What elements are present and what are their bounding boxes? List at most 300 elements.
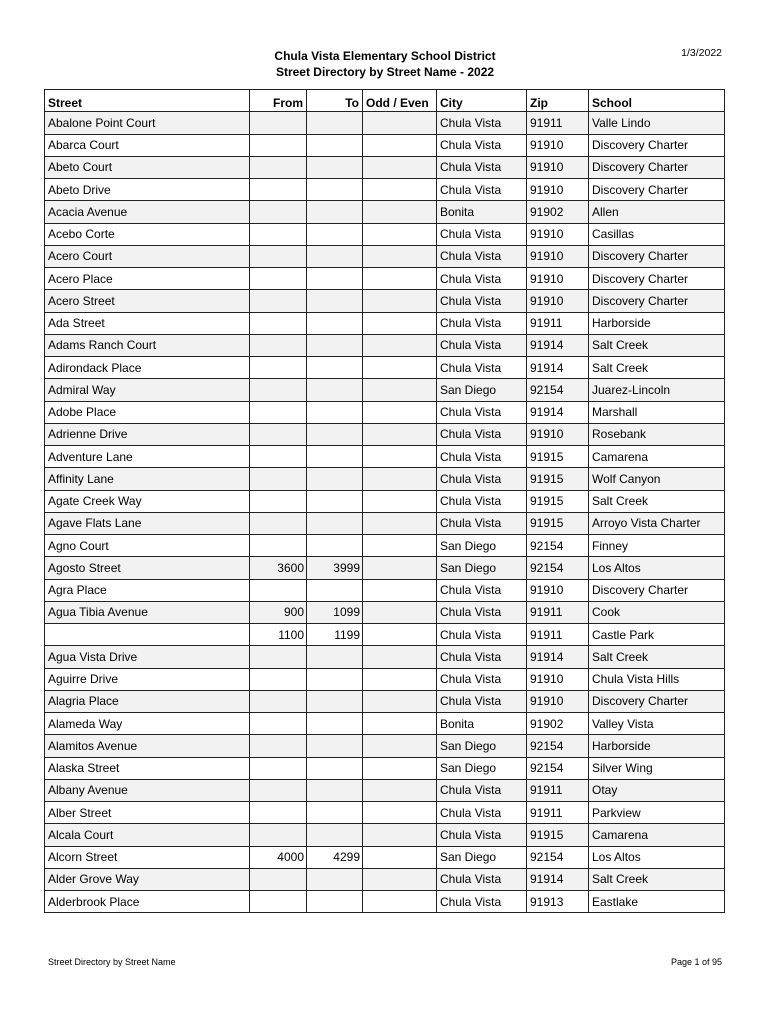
cell-city: Chula Vista: [437, 512, 527, 534]
cell-school: Salt Creek: [589, 357, 725, 379]
cell-school: Cook: [589, 601, 725, 623]
column-header-school: School: [589, 90, 725, 112]
cell-odd-even: [363, 446, 437, 468]
cell-city: Chula Vista: [437, 223, 527, 245]
footer-label: Street Directory by Street Name: [48, 957, 176, 967]
table-row: [45, 512, 725, 534]
cell-school: Silver Wing: [589, 757, 725, 779]
cell-to: [307, 401, 363, 423]
cell-to: [307, 713, 363, 735]
cell-street: Alameda Way: [45, 713, 250, 735]
cell-school: Wolf Canyon: [589, 468, 725, 490]
cell-city: Chula Vista: [437, 245, 527, 267]
column-header-city: City: [437, 90, 527, 112]
cell-street: Agua Tibia Avenue: [45, 601, 250, 623]
cell-school: Camarena: [589, 824, 725, 846]
cell-street: [45, 624, 250, 646]
cell-city: Chula Vista: [437, 423, 527, 445]
cell-odd-even: [363, 468, 437, 490]
cell-city: Chula Vista: [437, 490, 527, 512]
cell-city: Chula Vista: [437, 690, 527, 712]
cell-odd-even: [363, 401, 437, 423]
cell-street: Agra Place: [45, 579, 250, 601]
cell-zip: 91911: [527, 624, 589, 646]
report-date: 1/3/2022: [681, 47, 722, 59]
cell-street: Alderbrook Place: [45, 891, 250, 913]
cell-from: [250, 268, 307, 290]
cell-street: Alber Street: [45, 802, 250, 824]
cell-to: [307, 646, 363, 668]
cell-city: Chula Vista: [437, 802, 527, 824]
street-directory-table: [44, 89, 725, 913]
cell-to: [307, 379, 363, 401]
cell-zip: 91913: [527, 891, 589, 913]
cell-city: San Diego: [437, 757, 527, 779]
cell-from: [250, 112, 307, 134]
cell-street: Alcala Court: [45, 824, 250, 846]
cell-street: Agate Creek Way: [45, 490, 250, 512]
column-header-from: From: [250, 90, 307, 112]
cell-street: Adirondack Place: [45, 357, 250, 379]
cell-zip: 91914: [527, 401, 589, 423]
cell-school: Discovery Charter: [589, 179, 725, 201]
cell-from: 1100: [250, 624, 307, 646]
cell-to: [307, 134, 363, 156]
cell-street: Albany Avenue: [45, 779, 250, 801]
cell-to: [307, 868, 363, 890]
cell-zip: 91911: [527, 312, 589, 334]
table-row: [45, 268, 725, 290]
cell-from: [250, 668, 307, 690]
cell-odd-even: [363, 779, 437, 801]
cell-school: Discovery Charter: [589, 245, 725, 267]
cell-zip: 91910: [527, 179, 589, 201]
cell-street: Abeto Court: [45, 156, 250, 178]
cell-city: Chula Vista: [437, 112, 527, 134]
cell-street: Agua Vista Drive: [45, 646, 250, 668]
cell-odd-even: [363, 802, 437, 824]
cell-to: [307, 446, 363, 468]
cell-odd-even: [363, 290, 437, 312]
cell-zip: 91910: [527, 423, 589, 445]
cell-from: [250, 312, 307, 334]
cell-zip: 92154: [527, 379, 589, 401]
cell-odd-even: [363, 690, 437, 712]
cell-zip: 91915: [527, 446, 589, 468]
cell-odd-even: [363, 179, 437, 201]
cell-odd-even: [363, 868, 437, 890]
document-title: Chula Vista Elementary School District: [274, 49, 496, 63]
cell-street: Acero Place: [45, 268, 250, 290]
cell-street: Agave Flats Lane: [45, 512, 250, 534]
table-row: [45, 802, 725, 824]
cell-to: [307, 779, 363, 801]
cell-from: [250, 690, 307, 712]
cell-zip: 91914: [527, 334, 589, 356]
cell-to: 1099: [307, 601, 363, 623]
cell-odd-even: [363, 824, 437, 846]
cell-to: [307, 668, 363, 690]
column-header-zip: Zip: [527, 90, 589, 112]
cell-zip: 91914: [527, 646, 589, 668]
cell-from: [250, 535, 307, 557]
cell-street: Ada Street: [45, 312, 250, 334]
cell-school: Chula Vista Hills: [589, 668, 725, 690]
cell-to: [307, 735, 363, 757]
table-row: [45, 646, 725, 668]
cell-to: [307, 312, 363, 334]
cell-zip: 91910: [527, 579, 589, 601]
cell-odd-even: [363, 535, 437, 557]
cell-from: [250, 334, 307, 356]
document-subtitle: Street Directory by Street Name - 2022: [275, 65, 495, 79]
cell-zip: 91915: [527, 490, 589, 512]
cell-to: 3999: [307, 557, 363, 579]
cell-school: Parkview: [589, 802, 725, 824]
cell-odd-even: [363, 245, 437, 267]
cell-odd-even: [363, 557, 437, 579]
cell-from: 4000: [250, 846, 307, 868]
cell-city: Chula Vista: [437, 668, 527, 690]
cell-street: Abarca Court: [45, 134, 250, 156]
cell-from: [250, 490, 307, 512]
cell-from: [250, 512, 307, 534]
cell-school: Eastlake: [589, 891, 725, 913]
cell-street: Abeto Drive: [45, 179, 250, 201]
cell-city: Chula Vista: [437, 468, 527, 490]
cell-zip: 92154: [527, 557, 589, 579]
cell-school: Discovery Charter: [589, 268, 725, 290]
cell-odd-even: [363, 312, 437, 334]
table-row: [45, 156, 725, 178]
cell-from: [250, 468, 307, 490]
table-row: [45, 579, 725, 601]
cell-odd-even: [363, 334, 437, 356]
cell-zip: 91915: [527, 468, 589, 490]
table-row: [45, 557, 725, 579]
cell-school: Allen: [589, 201, 725, 223]
cell-to: [307, 423, 363, 445]
table-row: [45, 868, 725, 890]
cell-odd-even: [363, 646, 437, 668]
cell-city: San Diego: [437, 557, 527, 579]
table-row: [45, 535, 725, 557]
cell-zip: 91910: [527, 690, 589, 712]
cell-from: [250, 201, 307, 223]
cell-school: Discovery Charter: [589, 690, 725, 712]
table-row: [45, 690, 725, 712]
cell-zip: 91902: [527, 713, 589, 735]
cell-school: Valley Vista: [589, 713, 725, 735]
cell-from: [250, 179, 307, 201]
cell-city: Chula Vista: [437, 824, 527, 846]
cell-city: Chula Vista: [437, 334, 527, 356]
cell-zip: 91910: [527, 134, 589, 156]
table-row: [45, 312, 725, 334]
cell-city: Chula Vista: [437, 779, 527, 801]
cell-odd-even: [363, 156, 437, 178]
cell-street: Alaska Street: [45, 757, 250, 779]
cell-street: Acero Court: [45, 245, 250, 267]
cell-zip: 91914: [527, 868, 589, 890]
cell-city: San Diego: [437, 735, 527, 757]
cell-school: Harborside: [589, 312, 725, 334]
cell-from: [250, 156, 307, 178]
cell-odd-even: [363, 668, 437, 690]
cell-school: Salt Creek: [589, 868, 725, 890]
cell-city: Chula Vista: [437, 156, 527, 178]
table-row: [45, 134, 725, 156]
cell-city: Bonita: [437, 713, 527, 735]
cell-zip: 91910: [527, 156, 589, 178]
cell-zip: 91911: [527, 802, 589, 824]
cell-zip: 91910: [527, 268, 589, 290]
cell-street: Acacia Avenue: [45, 201, 250, 223]
cell-from: [250, 868, 307, 890]
cell-to: [307, 757, 363, 779]
cell-street: Affinity Lane: [45, 468, 250, 490]
cell-zip: 92154: [527, 846, 589, 868]
cell-from: [250, 891, 307, 913]
table-row: [45, 112, 725, 134]
cell-city: San Diego: [437, 535, 527, 557]
cell-city: Chula Vista: [437, 312, 527, 334]
cell-to: [307, 334, 363, 356]
cell-school: Finney: [589, 535, 725, 557]
table-row: [45, 334, 725, 356]
cell-city: Chula Vista: [437, 179, 527, 201]
table-row: [45, 357, 725, 379]
cell-city: Chula Vista: [437, 357, 527, 379]
cell-zip: 92154: [527, 757, 589, 779]
table-row: [45, 379, 725, 401]
cell-from: [250, 579, 307, 601]
column-header-street: Street: [45, 90, 250, 112]
cell-odd-even: [363, 624, 437, 646]
cell-school: Juarez-Lincoln: [589, 379, 725, 401]
cell-school: Castle Park: [589, 624, 725, 646]
cell-from: [250, 646, 307, 668]
cell-school: Salt Creek: [589, 646, 725, 668]
cell-city: San Diego: [437, 379, 527, 401]
table-row: [45, 824, 725, 846]
cell-school: Rosebank: [589, 423, 725, 445]
cell-street: Agno Court: [45, 535, 250, 557]
cell-school: Salt Creek: [589, 334, 725, 356]
cell-street: Admiral Way: [45, 379, 250, 401]
table-row: [45, 668, 725, 690]
table-row: [45, 423, 725, 445]
cell-school: Los Altos: [589, 557, 725, 579]
cell-odd-even: [363, 601, 437, 623]
cell-school: Discovery Charter: [589, 156, 725, 178]
table-row: [45, 713, 725, 735]
cell-to: [307, 891, 363, 913]
cell-to: [307, 290, 363, 312]
cell-from: [250, 245, 307, 267]
cell-to: [307, 824, 363, 846]
column-header-odd-even: Odd / Even: [363, 90, 437, 112]
table-body: [45, 112, 725, 913]
table-row: [45, 779, 725, 801]
cell-school: Discovery Charter: [589, 134, 725, 156]
cell-street: Alder Grove Way: [45, 868, 250, 890]
cell-from: 3600: [250, 557, 307, 579]
cell-to: [307, 512, 363, 534]
cell-from: [250, 223, 307, 245]
cell-street: Adams Ranch Court: [45, 334, 250, 356]
cell-city: Chula Vista: [437, 401, 527, 423]
table-row: [45, 223, 725, 245]
cell-to: [307, 201, 363, 223]
cell-zip: 91915: [527, 824, 589, 846]
cell-odd-even: [363, 713, 437, 735]
cell-city: Chula Vista: [437, 290, 527, 312]
cell-school: Casillas: [589, 223, 725, 245]
cell-from: [250, 401, 307, 423]
cell-school: Discovery Charter: [589, 290, 725, 312]
cell-from: [250, 134, 307, 156]
cell-from: [250, 735, 307, 757]
cell-school: Valle Lindo: [589, 112, 725, 134]
table-row: [45, 245, 725, 267]
cell-to: [307, 690, 363, 712]
table-row: [45, 735, 725, 757]
cell-zip: 91914: [527, 357, 589, 379]
cell-street: Aguirre Drive: [45, 668, 250, 690]
cell-zip: 91911: [527, 779, 589, 801]
cell-city: Chula Vista: [437, 446, 527, 468]
cell-from: 900: [250, 601, 307, 623]
table-row: [45, 601, 725, 623]
cell-city: Chula Vista: [437, 268, 527, 290]
cell-street: Acebo Corte: [45, 223, 250, 245]
cell-city: Chula Vista: [437, 891, 527, 913]
page-number: Page 1 of 95: [670, 957, 722, 967]
cell-street: Acero Street: [45, 290, 250, 312]
cell-odd-even: [363, 891, 437, 913]
table-row: [45, 290, 725, 312]
table-row: [45, 891, 725, 913]
cell-zip: 92154: [527, 735, 589, 757]
cell-zip: 91910: [527, 290, 589, 312]
cell-city: Bonita: [437, 201, 527, 223]
cell-city: Chula Vista: [437, 868, 527, 890]
cell-school: Los Altos: [589, 846, 725, 868]
table-row: [45, 846, 725, 868]
cell-street: Adobe Place: [45, 401, 250, 423]
cell-to: 4299: [307, 846, 363, 868]
cell-street: Alagria Place: [45, 690, 250, 712]
cell-to: [307, 357, 363, 379]
table-header-row: [45, 90, 725, 112]
table-row: [45, 446, 725, 468]
column-header-to: To: [307, 90, 363, 112]
cell-odd-even: [363, 735, 437, 757]
cell-odd-even: [363, 134, 437, 156]
cell-from: [250, 779, 307, 801]
cell-to: [307, 535, 363, 557]
cell-from: [250, 379, 307, 401]
table-row: [45, 179, 725, 201]
cell-zip: 91915: [527, 512, 589, 534]
cell-city: Chula Vista: [437, 134, 527, 156]
cell-odd-even: [363, 223, 437, 245]
cell-zip: 92154: [527, 535, 589, 557]
table-row: [45, 490, 725, 512]
cell-from: [250, 757, 307, 779]
cell-from: [250, 824, 307, 846]
cell-odd-even: [363, 357, 437, 379]
document-header: [0, 48, 770, 80]
cell-school: Otay: [589, 779, 725, 801]
cell-zip: 91902: [527, 201, 589, 223]
cell-school: Salt Creek: [589, 490, 725, 512]
cell-school: Discovery Charter: [589, 579, 725, 601]
cell-odd-even: [363, 201, 437, 223]
cell-to: [307, 223, 363, 245]
cell-odd-even: [363, 490, 437, 512]
cell-street: Alamitos Avenue: [45, 735, 250, 757]
cell-odd-even: [363, 112, 437, 134]
cell-street: Agosto Street: [45, 557, 250, 579]
cell-zip: 91910: [527, 223, 589, 245]
cell-to: [307, 156, 363, 178]
cell-school: Arroyo Vista Charter: [589, 512, 725, 534]
cell-from: [250, 713, 307, 735]
cell-odd-even: [363, 579, 437, 601]
cell-odd-even: [363, 757, 437, 779]
cell-zip: 91910: [527, 668, 589, 690]
table-row: [45, 401, 725, 423]
cell-zip: 91911: [527, 112, 589, 134]
cell-city: Chula Vista: [437, 624, 527, 646]
cell-to: 1199: [307, 624, 363, 646]
cell-school: Camarena: [589, 446, 725, 468]
cell-street: Adventure Lane: [45, 446, 250, 468]
cell-from: [250, 423, 307, 445]
cell-to: [307, 468, 363, 490]
table-row: [45, 624, 725, 646]
cell-street: Abalone Point Court: [45, 112, 250, 134]
cell-zip: 91910: [527, 245, 589, 267]
cell-odd-even: [363, 379, 437, 401]
table-row: [45, 201, 725, 223]
cell-to: [307, 579, 363, 601]
cell-to: [307, 802, 363, 824]
cell-city: San Diego: [437, 846, 527, 868]
cell-zip: 91911: [527, 601, 589, 623]
cell-odd-even: [363, 846, 437, 868]
cell-to: [307, 268, 363, 290]
cell-odd-even: [363, 512, 437, 534]
cell-from: [250, 357, 307, 379]
cell-from: [250, 446, 307, 468]
cell-from: [250, 802, 307, 824]
cell-city: Chula Vista: [437, 601, 527, 623]
cell-school: Harborside: [589, 735, 725, 757]
table-row: [45, 468, 725, 490]
cell-to: [307, 245, 363, 267]
cell-school: Marshall: [589, 401, 725, 423]
cell-city: Chula Vista: [437, 646, 527, 668]
table-row: [45, 757, 725, 779]
cell-to: [307, 490, 363, 512]
cell-odd-even: [363, 423, 437, 445]
cell-to: [307, 112, 363, 134]
cell-street: Adrienne Drive: [45, 423, 250, 445]
cell-city: Chula Vista: [437, 579, 527, 601]
